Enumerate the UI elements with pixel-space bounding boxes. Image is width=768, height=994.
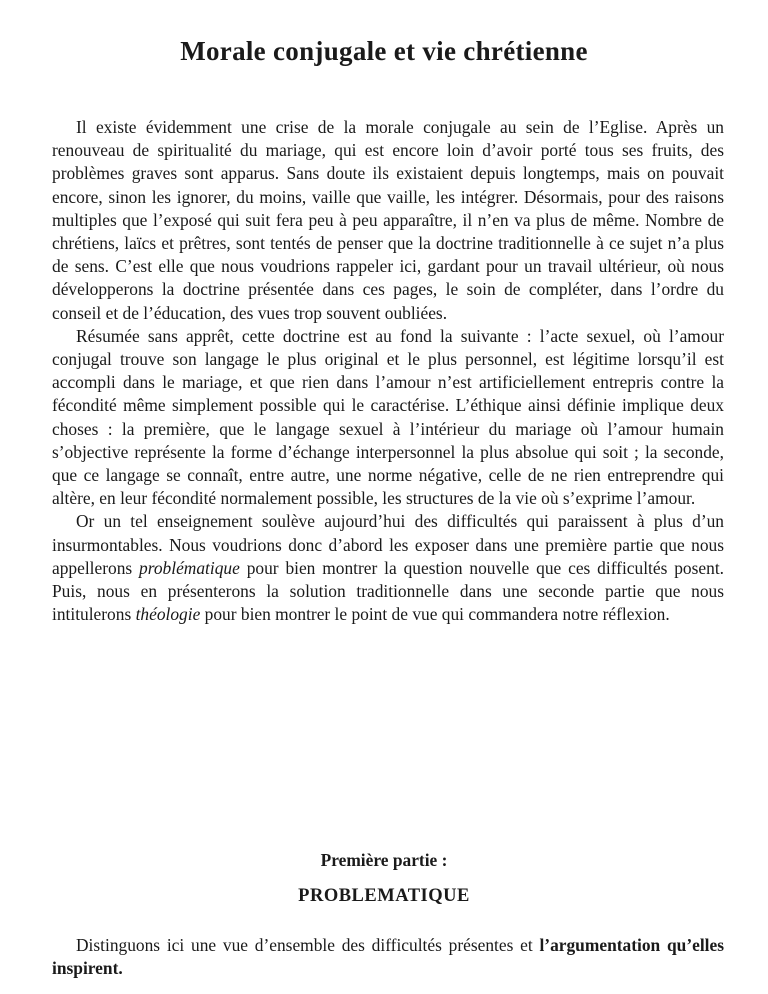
italic-term: problématique: [139, 557, 240, 578]
italic-term: théologie: [135, 604, 201, 625]
page-title: Morale conjugale et vie chrétienne: [180, 36, 588, 66]
paragraph: [52, 510, 724, 626]
paragraph-text: Il existe évidemment une crise de la morale conjugale au sein de l’Eglise. Après un renouveau de spiritualité du mariage, qui est encore loin d’avoir porté tous ses fruits, des problèmes graves sont apparus. Sans doute ils existaient depuis longtemps, mais on pouvait encore, sinon les ignorer, du moins, vaille que vaille, les intégrer. Désormais, pour des raisons multiples que l’exposé qui suit fera peu à peu apparaître, il n’en va plus de même. Nombre de chrétiens, laïcs et prêtres, sont tentés de penser que la doctrine traditionnelle à ce sujet n’a plus de sens. C’est elle que nous voudrions rappeler ici, gardant pour un travail ultérieur, où nous développerons la doctrine présentée dans ces pages, le soin de compléter, dans l’ordre du conseil et de l’éducation, des vues trop souvent oubliées.: [52, 117, 724, 323]
body-text: [52, 116, 724, 626]
paragraph-text: pour bien montrer la question nouvelle que ces difficultés posent. Puis, nous en présenterons la solution traditionnelle dans une seconde partie que nous intitulerons: [52, 557, 724, 625]
paragraph: [52, 116, 724, 325]
closing-text: [52, 934, 724, 980]
part-title: PROBLEMATIQUE: [298, 886, 470, 906]
paragraph-text: Or un tel enseignement soulève aujourd’hui des difficultés qui paraissent à plus d’un insurmontables. Nous voudrions donc d’abord les exposer dans une première partie que nous appellerons: [52, 511, 724, 578]
bold-text: l’argumentation qu’elles inspirent.: [52, 935, 724, 979]
paragraph-text: pour bien montrer le point de vue qui commandera notre réflexion.: [200, 604, 670, 625]
paragraph: [52, 325, 724, 511]
paragraph-text: Distinguons ici une vue d’ensemble des difficultés présentes et: [76, 935, 540, 955]
paragraph-text: Résumée sans apprêt, cette doctrine est au fond la suivante : l’acte sexuel, où l’amour conjugal trouve son langage le plus original et le plus personnel, est légitime lorsqu’il est accompli dans le mariage, et que rien dans l’amour n’est artificiellement entrepris contre la fécondité même simplement possible qui le caractérise. L’éthique ainsi définie implique deux choses : la première, que le langage sexuel à l’intérieur du mariage où l’amour humain s’objective représente la forme d’échange interpersonnel la plus absolue qui soit ; la seconde, que ce langage se connaît, entre autre, une norme négative, celle de ne rien entreprendre qui altère, en leur fécondité normalement possible, les structures de la vie où s’exprime l’amour.: [52, 325, 724, 509]
part-label: Première partie :: [320, 850, 448, 870]
paragraph: [52, 934, 724, 980]
